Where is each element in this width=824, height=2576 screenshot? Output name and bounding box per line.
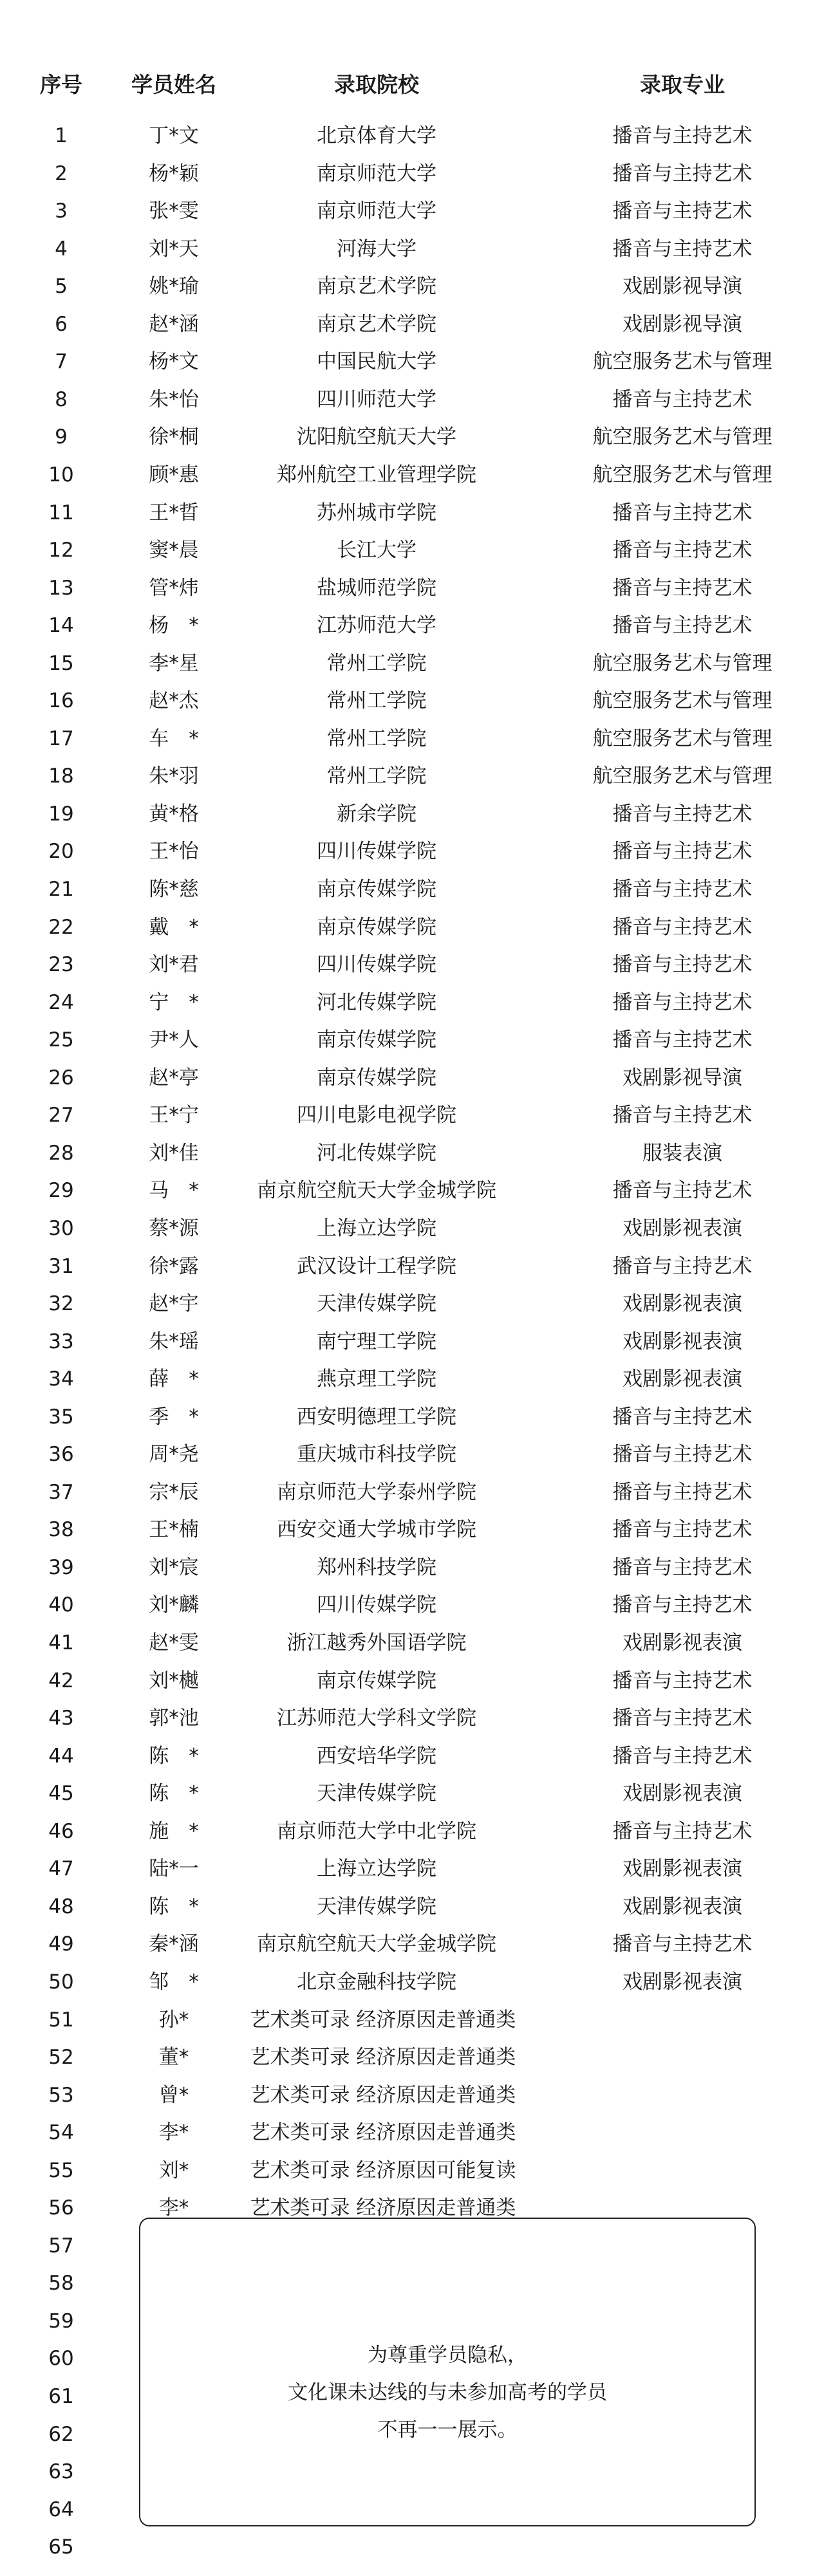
admission-remark: 艺术类可录 经济原因走普通类 — [250, 2046, 516, 2069]
table-row — [0, 984, 824, 1021]
row-number: 19 — [48, 802, 74, 826]
student-name: 尹*人 — [149, 1028, 199, 1052]
admitted-major: 播音与主持艺术 — [612, 1593, 753, 1617]
row-number: 63 — [48, 2460, 74, 2483]
table-row — [0, 1248, 824, 1285]
admitted-major: 戏剧影视表演 — [623, 1782, 742, 1805]
student-name: 季 * — [149, 1405, 199, 1429]
table-row — [0, 1436, 824, 1473]
student-name: 王*怡 — [149, 840, 199, 863]
row-number: 42 — [48, 1669, 74, 1692]
admitted-school: 天津传媒学院 — [317, 1895, 436, 1918]
row-number: 64 — [48, 2498, 74, 2521]
table-row — [0, 1097, 824, 1134]
admitted-school: 苏州城市学院 — [317, 501, 436, 524]
student-name: 宗*辰 — [149, 1481, 199, 1504]
admitted-major: 戏剧影视表演 — [623, 1895, 742, 1918]
table-row — [0, 1511, 824, 1548]
table-row — [0, 532, 824, 569]
admitted-school: 重庆城市科技学院 — [297, 1443, 456, 1466]
row-number: 18 — [48, 764, 74, 788]
student-name: 徐*露 — [149, 1255, 199, 1278]
table-row — [0, 306, 824, 343]
table-row — [0, 1021, 824, 1059]
row-number: 50 — [48, 1970, 74, 1994]
row-number: 27 — [48, 1104, 74, 1127]
table-row — [0, 418, 824, 456]
student-name: 刘*佳 — [149, 1142, 199, 1165]
admitted-school: 南宁理工学院 — [317, 1330, 436, 1353]
privacy-note-box — [139, 2218, 756, 2526]
table-row — [0, 682, 824, 719]
admitted-school: 南京传媒学院 — [317, 878, 436, 901]
student-name: 陈 * — [149, 1895, 199, 1918]
row-number: 44 — [48, 1745, 74, 1768]
row-number: 48 — [48, 1895, 74, 1918]
admitted-major: 戏剧影视导演 — [623, 313, 742, 336]
admitted-major: 播音与主持艺术 — [612, 1179, 753, 1202]
table-row — [0, 2528, 824, 2566]
table-row — [0, 2039, 824, 2076]
admitted-school: 长江大学 — [337, 539, 417, 562]
student-name: 陈 * — [149, 1745, 199, 1768]
header-student-name: 学员姓名 — [131, 72, 216, 97]
admitted-school: 武汉设计工程学院 — [297, 1255, 456, 1278]
student-name: 窦*晨 — [149, 539, 199, 562]
admitted-major: 播音与主持艺术 — [612, 577, 753, 600]
table-row — [0, 570, 824, 607]
student-name: 顾*惠 — [149, 463, 199, 486]
row-number: 32 — [48, 1292, 74, 1315]
row-number: 26 — [48, 1066, 74, 1089]
student-name: 马 * — [149, 1179, 199, 1202]
table-row — [0, 1624, 824, 1662]
admitted-school: 郑州科技学院 — [317, 1556, 436, 1579]
admitted-school: 南京传媒学院 — [317, 916, 436, 939]
admitted-school: 河北传媒学院 — [317, 991, 436, 1014]
table-row — [0, 456, 824, 494]
student-name: 刘* — [158, 2159, 189, 2182]
admitted-major: 播音与主持艺术 — [612, 614, 753, 637]
student-name: 赵*亭 — [149, 1066, 199, 1089]
row-number: 11 — [48, 501, 74, 524]
admission-remark: 艺术类可录 经济原因走普通类 — [250, 2084, 516, 2107]
admitted-major: 播音与主持艺术 — [612, 916, 753, 939]
row-number: 62 — [48, 2423, 74, 2446]
row-number: 47 — [48, 1857, 74, 1880]
table-row — [0, 946, 824, 983]
table-row — [0, 2114, 824, 2151]
student-name: 黄*格 — [149, 802, 199, 826]
admitted-major: 播音与主持艺术 — [612, 1405, 753, 1429]
admitted-major: 戏剧影视表演 — [623, 1857, 742, 1880]
admitted-school: 上海立达学院 — [317, 1217, 436, 1240]
student-name: 刘*君 — [149, 953, 199, 976]
student-name: 姚*瑜 — [149, 275, 199, 298]
row-number: 6 — [55, 313, 68, 336]
table-row — [0, 1888, 824, 1925]
row-number: 13 — [48, 577, 74, 600]
table-row — [0, 1398, 824, 1436]
admitted-major: 戏剧影视表演 — [623, 1631, 742, 1654]
admitted-major: 播音与主持艺术 — [612, 1556, 753, 1579]
student-name: 赵*雯 — [149, 1631, 199, 1654]
header-number: 序号 — [40, 72, 82, 97]
table-row — [0, 871, 824, 908]
table-row — [0, 1662, 824, 1700]
row-number: 17 — [48, 727, 74, 750]
student-name: 赵*宇 — [149, 1292, 199, 1315]
row-number: 46 — [48, 1820, 74, 1843]
admitted-major: 戏剧影视表演 — [623, 1970, 742, 1994]
table-row — [0, 343, 824, 380]
student-name: 薛 * — [149, 1367, 199, 1391]
privacy-note-line: 文化课未达线的与未参加高考的学员 — [288, 2381, 607, 2404]
student-name: 蔡*源 — [149, 1217, 199, 1240]
student-name: 陈 * — [149, 1782, 199, 1805]
table-row — [0, 909, 824, 946]
table-row — [0, 1925, 824, 1963]
admitted-school: 新余学院 — [337, 802, 417, 826]
admitted-school: 南京航空航天大学金城学院 — [257, 1932, 496, 1956]
student-name: 刘*天 — [149, 237, 199, 261]
student-name: 杨 * — [149, 614, 199, 637]
student-name: 周*尧 — [149, 1443, 199, 1466]
row-number: 40 — [48, 1593, 74, 1617]
table-row — [0, 2152, 824, 2189]
header-admitted-major: 录取专业 — [640, 72, 725, 97]
admitted-school: 天津传媒学院 — [317, 1292, 436, 1315]
admitted-school: 四川传媒学院 — [317, 1593, 436, 1617]
student-name: 管*炜 — [149, 577, 199, 600]
admitted-major: 戏剧影视表演 — [623, 1367, 742, 1391]
admitted-school: 中国民航大学 — [317, 350, 436, 373]
row-number: 24 — [48, 991, 74, 1014]
admitted-school: 西安培华学院 — [317, 1745, 436, 1768]
table-header — [0, 66, 824, 104]
admitted-school: 江苏师范大学 — [317, 614, 436, 637]
admitted-school: 南京师范大学 — [317, 162, 436, 185]
admitted-major: 航空服务艺术与管理 — [592, 727, 772, 750]
student-name: 曾* — [158, 2084, 189, 2107]
admitted-major: 播音与主持艺术 — [612, 1745, 753, 1768]
student-name: 施 * — [149, 1820, 199, 1843]
student-name: 刘*麟 — [149, 1593, 199, 1617]
row-number: 4 — [55, 237, 68, 261]
student-name: 张*雯 — [149, 199, 199, 223]
row-number: 43 — [48, 1707, 74, 1730]
row-number: 65 — [48, 2535, 74, 2559]
table-row — [0, 757, 824, 795]
admitted-major: 播音与主持艺术 — [612, 1481, 753, 1504]
table-row — [0, 1360, 824, 1398]
admitted-major: 播音与主持艺术 — [612, 840, 753, 863]
row-number: 54 — [48, 2121, 74, 2144]
table-row — [0, 2001, 824, 2039]
row-number: 30 — [48, 1217, 74, 1240]
row-number: 15 — [48, 652, 74, 675]
row-number: 49 — [48, 1932, 74, 1956]
admitted-school: 沈阳航空航天大学 — [297, 425, 456, 449]
admitted-major: 戏剧影视导演 — [623, 1066, 742, 1089]
admitted-major: 戏剧影视表演 — [623, 1330, 742, 1353]
admitted-major: 播音与主持艺术 — [612, 1255, 753, 1278]
row-number: 21 — [48, 878, 74, 901]
admitted-major: 戏剧影视表演 — [623, 1292, 742, 1315]
row-number: 1 — [55, 124, 68, 147]
admitted-school: 四川传媒学院 — [317, 840, 436, 863]
row-number: 7 — [55, 350, 68, 373]
student-name: 邹 * — [149, 1970, 199, 1994]
privacy-note-line: 为尊重学员隐私， — [368, 2344, 527, 2367]
admitted-school: 常州工学院 — [326, 689, 427, 712]
admitted-school: 南京航空航天大学金城学院 — [257, 1179, 496, 1202]
admitted-school: 四川师范大学 — [317, 388, 436, 411]
table-row — [0, 1172, 824, 1209]
student-name: 丁*文 — [149, 124, 199, 147]
table-row — [0, 1700, 824, 1737]
admitted-major: 航空服务艺术与管理 — [592, 689, 772, 712]
admitted-major: 航空服务艺术与管理 — [592, 425, 772, 449]
admitted-major: 航空服务艺术与管理 — [592, 652, 772, 675]
admitted-major: 播音与主持艺术 — [612, 501, 753, 524]
admitted-school: 南京艺术学院 — [317, 275, 436, 298]
admitted-major: 播音与主持艺术 — [612, 237, 753, 261]
student-name: 朱*瑶 — [149, 1330, 199, 1353]
student-name: 刘*樾 — [149, 1669, 199, 1692]
admitted-major: 播音与主持艺术 — [612, 1104, 753, 1127]
table-row — [0, 607, 824, 644]
admitted-major: 航空服务艺术与管理 — [592, 764, 772, 788]
admitted-school: 常州工学院 — [326, 727, 427, 750]
student-name: 戴 * — [149, 916, 199, 939]
row-number: 36 — [48, 1443, 74, 1466]
admitted-major: 播音与主持艺术 — [612, 199, 753, 223]
admitted-school: 河北传媒学院 — [317, 1142, 436, 1165]
row-number: 9 — [55, 425, 68, 449]
student-name: 李*星 — [149, 652, 199, 675]
admitted-major: 播音与主持艺术 — [612, 1932, 753, 1956]
admitted-major: 播音与主持艺术 — [612, 124, 753, 147]
admitted-school: 南京传媒学院 — [317, 1028, 436, 1052]
row-number: 60 — [48, 2347, 74, 2370]
admitted-school: 浙江越秀外国语学院 — [286, 1631, 467, 1654]
admission-remark: 艺术类可录 经济原因走普通类 — [250, 2121, 516, 2144]
row-number: 33 — [48, 1330, 74, 1353]
admitted-major: 播音与主持艺术 — [612, 539, 753, 562]
student-name: 秦*涵 — [149, 1932, 199, 1956]
student-name: 王*楠 — [149, 1518, 199, 1541]
admitted-school: 江苏师范大学科文学院 — [277, 1707, 476, 1730]
student-name: 陈*慈 — [149, 878, 199, 901]
row-number: 41 — [48, 1631, 74, 1654]
table-row — [0, 268, 824, 305]
table-row — [0, 1963, 824, 2001]
row-number: 45 — [48, 1782, 74, 1805]
admitted-major: 播音与主持艺术 — [612, 878, 753, 901]
student-name: 王*晢 — [149, 501, 199, 524]
row-number: 23 — [48, 953, 74, 976]
admitted-school: 常州工学院 — [326, 652, 427, 675]
table-row — [0, 2077, 824, 2114]
admitted-school: 南京传媒学院 — [317, 1669, 436, 1692]
student-name: 陆*一 — [149, 1857, 199, 1880]
admission-remark: 艺术类可录 经济原因走普通类 — [250, 2008, 516, 2032]
row-number: 10 — [48, 463, 74, 486]
admitted-major: 播音与主持艺术 — [612, 1669, 753, 1692]
admitted-major: 播音与主持艺术 — [612, 1443, 753, 1466]
admitted-school: 西安交通大学城市学院 — [277, 1518, 476, 1541]
admitted-major: 戏剧影视表演 — [623, 1217, 742, 1240]
admitted-school: 常州工学院 — [326, 764, 427, 788]
row-number: 2 — [55, 162, 68, 185]
student-name: 李* — [158, 2121, 189, 2144]
row-number: 3 — [55, 199, 68, 223]
row-number: 52 — [48, 2046, 74, 2069]
table-row — [0, 1285, 824, 1322]
table-row — [0, 192, 824, 230]
admitted-school: 郑州航空工业管理学院 — [277, 463, 476, 486]
admitted-major: 播音与主持艺术 — [612, 1518, 753, 1541]
table-row — [0, 155, 824, 192]
admitted-major: 播音与主持艺术 — [612, 162, 753, 185]
row-number: 16 — [48, 689, 74, 712]
admitted-school: 四川传媒学院 — [317, 953, 436, 976]
student-name: 赵*涵 — [149, 313, 199, 336]
admitted-school: 燕京理工学院 — [317, 1367, 436, 1391]
privacy-note-text — [140, 2219, 754, 2525]
row-number: 51 — [48, 2008, 74, 2032]
row-number: 29 — [48, 1179, 74, 1202]
row-number: 39 — [48, 1556, 74, 1579]
row-number: 56 — [48, 2196, 74, 2219]
table-row — [0, 1586, 824, 1624]
table-row — [0, 833, 824, 870]
row-number: 35 — [48, 1405, 74, 1429]
student-name: 朱*怡 — [149, 388, 199, 411]
row-number: 12 — [48, 539, 74, 562]
admitted-school: 南京师范大学 — [317, 199, 436, 223]
admission-remark: 艺术类可录 经济原因可能复读 — [250, 2159, 516, 2182]
table-row — [0, 795, 824, 833]
admitted-school: 南京师范大学中北学院 — [277, 1820, 476, 1843]
admitted-major: 航空服务艺术与管理 — [592, 350, 772, 373]
admitted-school: 上海立达学院 — [317, 1857, 436, 1880]
student-name: 孙* — [158, 2008, 189, 2032]
table-row — [0, 1474, 824, 1511]
student-name: 刘*宸 — [149, 1556, 199, 1579]
table-row — [0, 1210, 824, 1247]
privacy-note-line: 不再一一展示。 — [377, 2418, 518, 2442]
student-name: 王*宁 — [149, 1104, 199, 1127]
row-number: 55 — [48, 2159, 74, 2182]
row-number: 37 — [48, 1481, 74, 1504]
student-name: 杨*文 — [149, 350, 199, 373]
table-row — [0, 1775, 824, 1812]
row-number: 31 — [48, 1255, 74, 1278]
row-number: 25 — [48, 1028, 74, 1052]
admitted-school: 西安明德理工学院 — [297, 1405, 456, 1429]
table-row — [0, 381, 824, 418]
table-row — [0, 494, 824, 532]
row-number: 59 — [48, 2310, 74, 2333]
row-number: 53 — [48, 2084, 74, 2107]
row-number: 28 — [48, 1142, 74, 1165]
table-row — [0, 645, 824, 682]
admitted-school: 南京传媒学院 — [317, 1066, 436, 1089]
table-row — [0, 230, 824, 268]
table-row — [0, 1323, 824, 1360]
table-row — [0, 1850, 824, 1887]
admitted-major: 播音与主持艺术 — [612, 1707, 753, 1730]
admitted-school: 四川电影电视学院 — [297, 1104, 456, 1127]
student-name: 郭*池 — [149, 1707, 199, 1730]
row-number: 58 — [48, 2272, 74, 2295]
header-admitted-school: 录取院校 — [334, 72, 419, 97]
admitted-school: 北京体育大学 — [317, 124, 436, 147]
table-row — [0, 1549, 824, 1586]
admitted-major: 服装表演 — [642, 1142, 722, 1165]
admitted-school: 河海大学 — [337, 237, 417, 261]
table-row — [0, 720, 824, 757]
table-row — [0, 1059, 824, 1097]
row-number: 5 — [55, 275, 68, 298]
admitted-major: 播音与主持艺术 — [612, 1028, 753, 1052]
row-number: 22 — [48, 916, 74, 939]
row-number: 57 — [48, 2234, 74, 2257]
student-name: 车 * — [149, 727, 199, 750]
admitted-school: 北京金融科技学院 — [297, 1970, 456, 1994]
admitted-major: 播音与主持艺术 — [612, 1820, 753, 1843]
table-row — [0, 1135, 824, 1172]
admitted-major: 航空服务艺术与管理 — [592, 463, 772, 486]
admitted-major: 播音与主持艺术 — [612, 388, 753, 411]
admitted-major: 播音与主持艺术 — [612, 953, 753, 976]
student-name: 徐*桐 — [149, 425, 199, 449]
admitted-major: 播音与主持艺术 — [612, 991, 753, 1014]
student-name: 赵*杰 — [149, 689, 199, 712]
student-name: 李* — [158, 2196, 189, 2219]
table-row — [0, 117, 824, 154]
admitted-school: 南京师范大学泰州学院 — [277, 1481, 476, 1504]
row-number: 34 — [48, 1367, 74, 1391]
row-number: 14 — [48, 614, 74, 637]
student-name: 董* — [158, 2046, 189, 2069]
row-number: 38 — [48, 1518, 74, 1541]
admitted-school: 南京艺术学院 — [317, 313, 436, 336]
table-row — [0, 1813, 824, 1850]
admitted-major: 戏剧影视导演 — [623, 275, 742, 298]
row-number: 8 — [55, 388, 68, 411]
admitted-major: 播音与主持艺术 — [612, 802, 753, 826]
student-name: 杨*颖 — [149, 162, 199, 185]
student-name: 宁 * — [149, 991, 199, 1014]
admitted-school: 天津传媒学院 — [317, 1782, 436, 1805]
table-row — [0, 1737, 824, 1775]
student-name: 朱*羽 — [149, 764, 199, 788]
admitted-school: 盐城师范学院 — [317, 577, 436, 600]
admission-remark: 艺术类可录 经济原因走普通类 — [250, 2196, 516, 2219]
row-number: 61 — [48, 2385, 74, 2408]
row-number: 20 — [48, 840, 74, 863]
